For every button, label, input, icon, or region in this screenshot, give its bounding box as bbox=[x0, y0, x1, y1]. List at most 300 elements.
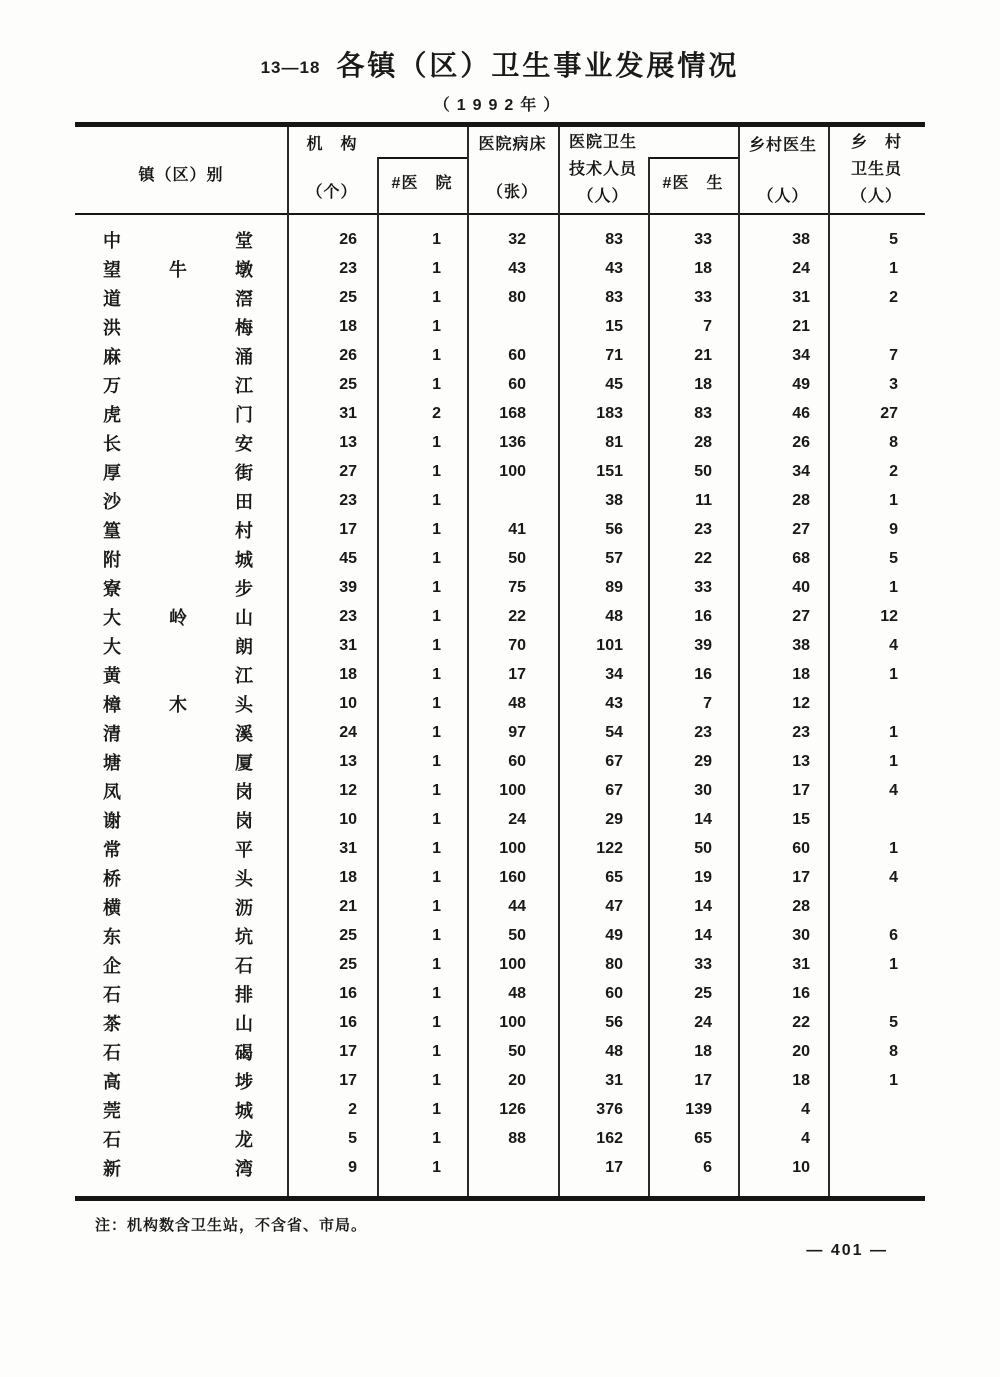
subbox-doctor-top-border bbox=[648, 157, 740, 159]
cell-value: 1 bbox=[432, 259, 441, 277]
cell-value: 80 bbox=[508, 288, 526, 306]
cell-value: 39 bbox=[339, 578, 357, 596]
cell-value: 60 bbox=[792, 839, 810, 857]
cell-value: 12 bbox=[792, 694, 810, 712]
cell-value: 34 bbox=[792, 462, 810, 480]
table-row bbox=[75, 341, 925, 370]
table-row bbox=[75, 1153, 925, 1182]
cell-town-name bbox=[75, 604, 287, 630]
cell-value: 33 bbox=[694, 578, 712, 596]
cell-value: 151 bbox=[596, 462, 623, 480]
cell-value: 21 bbox=[339, 897, 357, 915]
cell-value: 1 bbox=[432, 607, 441, 625]
table-row bbox=[75, 254, 925, 283]
cell-value: 183 bbox=[596, 404, 623, 422]
town-name-text: 桥头 bbox=[103, 868, 253, 889]
town-name-text: 企石 bbox=[103, 955, 253, 976]
cell-value: 33 bbox=[694, 955, 712, 973]
cell-town-name bbox=[75, 981, 287, 1007]
cell-value: 4 bbox=[889, 781, 898, 799]
cell-value: 16 bbox=[339, 984, 357, 1002]
cell-town-name bbox=[75, 836, 287, 862]
town-name-text: 谢岗 bbox=[103, 810, 253, 831]
cell-value: 29 bbox=[694, 752, 712, 770]
town-name-text: 横沥 bbox=[103, 897, 253, 918]
cell-value: 50 bbox=[508, 549, 526, 567]
cell-value: 8 bbox=[889, 433, 898, 451]
cell-value: 31 bbox=[792, 288, 810, 306]
cell-value: 100 bbox=[499, 839, 526, 857]
cell-value: 21 bbox=[694, 346, 712, 364]
cell-value: 16 bbox=[792, 984, 810, 1002]
cell-value: 18 bbox=[339, 665, 357, 683]
cell-value: 1 bbox=[432, 810, 441, 828]
cell-value: 14 bbox=[694, 926, 712, 944]
table-row bbox=[75, 892, 925, 921]
table-row bbox=[75, 1008, 925, 1037]
table-row bbox=[75, 486, 925, 515]
town-name-text: 新湾 bbox=[103, 1158, 253, 1179]
cell-value: 34 bbox=[792, 346, 810, 364]
cell-value: 50 bbox=[508, 926, 526, 944]
table-row bbox=[75, 863, 925, 892]
cell-value: 70 bbox=[508, 636, 526, 654]
cell-value: 50 bbox=[694, 839, 712, 857]
cell-town-name bbox=[75, 1010, 287, 1036]
cell-town-name bbox=[75, 285, 287, 311]
cell-value: 18 bbox=[694, 1042, 712, 1060]
town-name-text: 常平 bbox=[103, 839, 253, 860]
cell-value: 28 bbox=[694, 433, 712, 451]
rule-bottom bbox=[75, 1196, 925, 1201]
table-row bbox=[75, 805, 925, 834]
cell-value: 1 bbox=[889, 1071, 898, 1089]
cell-value: 31 bbox=[339, 839, 357, 857]
cell-value: 160 bbox=[499, 868, 526, 886]
header-staff-line2: 技术人员 bbox=[568, 161, 637, 178]
cell-value: 1 bbox=[432, 781, 441, 799]
cell-value: 17 bbox=[339, 520, 357, 538]
cell-value: 1 bbox=[889, 723, 898, 741]
cell-value: 122 bbox=[596, 839, 623, 857]
town-name-text: 篁村 bbox=[103, 520, 253, 541]
cell-value: 162 bbox=[596, 1129, 623, 1147]
cell-value: 1 bbox=[432, 868, 441, 886]
table-row bbox=[75, 370, 925, 399]
cell-value: 22 bbox=[508, 607, 526, 625]
cell-value: 23 bbox=[694, 723, 712, 741]
cell-value: 75 bbox=[508, 578, 526, 596]
cell-value: 54 bbox=[605, 723, 623, 741]
town-name-text: 樟木头 bbox=[103, 694, 253, 715]
cell-value: 7 bbox=[703, 317, 712, 335]
cell-value: 1 bbox=[432, 694, 441, 712]
cell-town-name bbox=[75, 488, 287, 514]
cell-value: 9 bbox=[889, 520, 898, 538]
cell-value: 68 bbox=[792, 549, 810, 567]
town-name-text: 莞城 bbox=[103, 1100, 253, 1121]
cell-town-name bbox=[75, 1126, 287, 1152]
footnote: 注：机构数含卫生站，不含省、市局。 bbox=[95, 1217, 368, 1234]
page-number: — 401 — bbox=[806, 1242, 888, 1259]
cell-value: 6 bbox=[703, 1158, 712, 1176]
subtitle-year: （1992年） bbox=[433, 97, 567, 114]
cell-value: 38 bbox=[792, 230, 810, 248]
cell-value: 1 bbox=[432, 1158, 441, 1176]
cell-value: 8 bbox=[889, 1042, 898, 1060]
cell-value: 16 bbox=[694, 665, 712, 683]
cell-value: 20 bbox=[508, 1071, 526, 1089]
cell-value: 45 bbox=[339, 549, 357, 567]
cell-value: 60 bbox=[508, 375, 526, 393]
cell-value: 136 bbox=[499, 433, 526, 451]
table-row bbox=[75, 515, 925, 544]
cell-value: 1 bbox=[432, 1129, 441, 1147]
table-row bbox=[75, 428, 925, 457]
town-name-text: 寮步 bbox=[103, 578, 253, 599]
cell-value: 50 bbox=[694, 462, 712, 480]
cell-value: 139 bbox=[685, 1100, 712, 1118]
cell-value: 83 bbox=[605, 230, 623, 248]
cell-value: 9 bbox=[348, 1158, 357, 1176]
town-name-text: 附城 bbox=[103, 549, 253, 570]
cell-value: 19 bbox=[694, 868, 712, 886]
table-row bbox=[75, 1095, 925, 1124]
cell-value: 60 bbox=[605, 984, 623, 1002]
cell-value: 41 bbox=[508, 520, 526, 538]
town-name-text: 虎门 bbox=[103, 404, 253, 425]
table-row bbox=[75, 602, 925, 631]
cell-value: 1 bbox=[432, 317, 441, 335]
cell-value: 1 bbox=[432, 723, 441, 741]
cell-value: 6 bbox=[889, 926, 898, 944]
cell-value: 1 bbox=[432, 1071, 441, 1089]
cell-value: 48 bbox=[508, 984, 526, 1002]
cell-value: 48 bbox=[605, 607, 623, 625]
cell-value: 2 bbox=[889, 462, 898, 480]
cell-value: 26 bbox=[339, 230, 357, 248]
cell-value: 1 bbox=[432, 288, 441, 306]
cell-value: 31 bbox=[605, 1071, 623, 1089]
cell-value: 31 bbox=[339, 636, 357, 654]
cell-value: 5 bbox=[889, 1013, 898, 1031]
table-row bbox=[75, 979, 925, 1008]
cell-town-name bbox=[75, 865, 287, 891]
cell-value: 60 bbox=[508, 346, 526, 364]
cell-value: 23 bbox=[694, 520, 712, 538]
header-orgs-line2: （个） bbox=[306, 184, 358, 201]
cell-value: 18 bbox=[694, 375, 712, 393]
cell-value: 1 bbox=[432, 462, 441, 480]
cell-value: 1 bbox=[432, 549, 441, 567]
cell-value: 33 bbox=[694, 288, 712, 306]
cell-value: 17 bbox=[694, 1071, 712, 1089]
header-doctors: #医 生 bbox=[662, 175, 724, 192]
cell-value: 43 bbox=[605, 694, 623, 712]
cell-value: 17 bbox=[792, 781, 810, 799]
town-name-text: 麻涌 bbox=[103, 346, 253, 367]
cell-value: 89 bbox=[605, 578, 623, 596]
cell-value: 26 bbox=[339, 346, 357, 364]
table-row bbox=[75, 1124, 925, 1153]
cell-value: 18 bbox=[694, 259, 712, 277]
cell-town-name bbox=[75, 430, 287, 456]
cell-value: 23 bbox=[339, 607, 357, 625]
cell-value: 100 bbox=[499, 781, 526, 799]
cell-value: 14 bbox=[694, 810, 712, 828]
cell-town-name bbox=[75, 227, 287, 253]
cell-value: 13 bbox=[339, 752, 357, 770]
cell-value: 13 bbox=[792, 752, 810, 770]
town-name-text: 清溪 bbox=[103, 723, 253, 744]
town-name-text: 中堂 bbox=[103, 230, 253, 251]
cell-value: 12 bbox=[339, 781, 357, 799]
cell-value: 16 bbox=[339, 1013, 357, 1031]
cell-value: 23 bbox=[339, 491, 357, 509]
cell-value: 1 bbox=[432, 926, 441, 944]
cell-value: 25 bbox=[339, 375, 357, 393]
cell-town-name bbox=[75, 691, 287, 717]
cell-town-name bbox=[75, 807, 287, 833]
cell-town-name bbox=[75, 343, 287, 369]
cell-town-name bbox=[75, 575, 287, 601]
table-row bbox=[75, 399, 925, 428]
cell-value: 25 bbox=[339, 955, 357, 973]
cell-value: 18 bbox=[792, 665, 810, 683]
table-row bbox=[75, 457, 925, 486]
cell-value: 1 bbox=[432, 375, 441, 393]
table-row bbox=[75, 747, 925, 776]
table-row bbox=[75, 544, 925, 573]
cell-value: 1 bbox=[432, 578, 441, 596]
cell-value: 60 bbox=[508, 752, 526, 770]
cell-value: 1 bbox=[432, 839, 441, 857]
cell-value: 1 bbox=[432, 752, 441, 770]
cell-value: 5 bbox=[348, 1129, 357, 1147]
cell-value: 18 bbox=[339, 868, 357, 886]
cell-value: 101 bbox=[596, 636, 623, 654]
town-name-text: 万江 bbox=[103, 375, 253, 396]
town-name-text: 黄江 bbox=[103, 665, 253, 686]
cell-value: 28 bbox=[792, 491, 810, 509]
cell-value: 24 bbox=[792, 259, 810, 277]
cell-value: 1 bbox=[432, 984, 441, 1002]
cell-value: 3 bbox=[889, 375, 898, 393]
town-name-text: 大朗 bbox=[103, 636, 253, 657]
header-orgs-line1: 机 构 bbox=[306, 136, 358, 153]
stats-table bbox=[75, 122, 925, 1201]
town-name-text: 道滘 bbox=[103, 288, 253, 309]
cell-value: 17 bbox=[508, 665, 526, 683]
cell-value: 5 bbox=[889, 549, 898, 567]
cell-value: 44 bbox=[508, 897, 526, 915]
cell-town-name bbox=[75, 1039, 287, 1065]
cell-value: 4 bbox=[801, 1129, 810, 1147]
cell-value: 2 bbox=[348, 1100, 357, 1118]
cell-value: 43 bbox=[508, 259, 526, 277]
cell-value: 1 bbox=[432, 1013, 441, 1031]
cell-value: 71 bbox=[605, 346, 623, 364]
cell-value: 13 bbox=[339, 433, 357, 451]
town-name-text: 东坑 bbox=[103, 926, 253, 947]
cell-value: 1 bbox=[889, 578, 898, 596]
table-row bbox=[75, 660, 925, 689]
header-hospitals: #医 院 bbox=[391, 175, 453, 192]
cell-value: 126 bbox=[499, 1100, 526, 1118]
page-title bbox=[0, 44, 1000, 84]
cell-value: 2 bbox=[432, 404, 441, 422]
cell-value: 46 bbox=[792, 404, 810, 422]
cell-value: 50 bbox=[508, 1042, 526, 1060]
town-name-text: 厚街 bbox=[103, 462, 253, 483]
header-name-col: 镇（区）别 bbox=[138, 167, 224, 184]
cell-value: 17 bbox=[339, 1071, 357, 1089]
town-name-text: 大岭山 bbox=[103, 607, 253, 628]
table-body bbox=[75, 225, 925, 1182]
cell-value: 1 bbox=[432, 636, 441, 654]
cell-value: 17 bbox=[339, 1042, 357, 1060]
cell-value: 21 bbox=[792, 317, 810, 335]
cell-value: 30 bbox=[792, 926, 810, 944]
town-name-text: 塘厦 bbox=[103, 752, 253, 773]
cell-value: 49 bbox=[792, 375, 810, 393]
town-name-text: 凤岗 bbox=[103, 781, 253, 802]
table-row bbox=[75, 1037, 925, 1066]
table-row bbox=[75, 631, 925, 660]
town-name-text: 石碣 bbox=[103, 1042, 253, 1063]
subbox-hospital-top-border bbox=[377, 157, 469, 159]
cell-value: 23 bbox=[339, 259, 357, 277]
table-row bbox=[75, 776, 925, 805]
cell-value: 1 bbox=[432, 433, 441, 451]
town-name-text: 高埗 bbox=[103, 1071, 253, 1092]
rule-header-bottom bbox=[75, 213, 925, 215]
cell-value: 15 bbox=[792, 810, 810, 828]
cell-value: 48 bbox=[508, 694, 526, 712]
cell-value: 45 bbox=[605, 375, 623, 393]
cell-value: 81 bbox=[605, 433, 623, 451]
cell-value: 1 bbox=[432, 1042, 441, 1060]
cell-value: 32 bbox=[508, 230, 526, 248]
cell-value: 10 bbox=[339, 810, 357, 828]
cell-value: 1 bbox=[432, 520, 441, 538]
cell-value: 18 bbox=[792, 1071, 810, 1089]
town-name-text: 望牛墩 bbox=[103, 259, 253, 280]
cell-value: 2 bbox=[889, 288, 898, 306]
header-staff-line3: （人） bbox=[577, 188, 629, 205]
cell-town-name bbox=[75, 633, 287, 659]
cell-value: 22 bbox=[792, 1013, 810, 1031]
cell-value: 1 bbox=[889, 839, 898, 857]
town-name-text: 长安 bbox=[103, 433, 253, 454]
cell-town-name bbox=[75, 778, 287, 804]
cell-value: 15 bbox=[605, 317, 623, 335]
table-row bbox=[75, 834, 925, 863]
cell-value: 1 bbox=[432, 665, 441, 683]
cell-value: 31 bbox=[792, 955, 810, 973]
cell-value: 48 bbox=[605, 1042, 623, 1060]
cell-value: 38 bbox=[605, 491, 623, 509]
header-village-doctors-line2: （人） bbox=[757, 188, 809, 205]
cell-value: 27 bbox=[792, 520, 810, 538]
cell-town-name bbox=[75, 662, 287, 688]
cell-value: 10 bbox=[339, 694, 357, 712]
cell-town-name bbox=[75, 923, 287, 949]
cell-value: 27 bbox=[880, 404, 898, 422]
cell-value: 29 bbox=[605, 810, 623, 828]
header-village-aides-line2: 卫生员 bbox=[850, 161, 902, 178]
header-beds-line1: 医院病床 bbox=[478, 136, 547, 153]
cell-value: 17 bbox=[792, 868, 810, 886]
cell-value: 30 bbox=[694, 781, 712, 799]
table-row bbox=[75, 312, 925, 341]
cell-value: 83 bbox=[694, 404, 712, 422]
cell-value: 1 bbox=[432, 897, 441, 915]
cell-town-name bbox=[75, 256, 287, 282]
cell-value: 65 bbox=[694, 1129, 712, 1147]
cell-value: 26 bbox=[792, 433, 810, 451]
cell-value: 56 bbox=[605, 520, 623, 538]
table-row bbox=[75, 573, 925, 602]
table-row bbox=[75, 1066, 925, 1095]
cell-value: 100 bbox=[499, 955, 526, 973]
cell-town-name bbox=[75, 401, 287, 427]
cell-value: 33 bbox=[694, 230, 712, 248]
town-name-text: 石龙 bbox=[103, 1129, 253, 1150]
cell-town-name bbox=[75, 314, 287, 340]
cell-value: 43 bbox=[605, 259, 623, 277]
cell-value: 4 bbox=[889, 868, 898, 886]
cell-value: 17 bbox=[605, 1158, 623, 1176]
cell-value: 1 bbox=[432, 491, 441, 509]
cell-value: 7 bbox=[889, 346, 898, 364]
cell-value: 1 bbox=[889, 665, 898, 683]
cell-value: 100 bbox=[499, 462, 526, 480]
cell-value: 20 bbox=[792, 1042, 810, 1060]
title-text: 各镇（区）卫生事业发展情况 bbox=[336, 50, 740, 81]
table-number: 13—18 bbox=[260, 58, 321, 77]
cell-value: 27 bbox=[792, 607, 810, 625]
rule-top bbox=[75, 122, 925, 127]
header-village-aides-line3: （人） bbox=[850, 188, 902, 205]
cell-value: 24 bbox=[694, 1013, 712, 1031]
cell-town-name bbox=[75, 894, 287, 920]
table-row bbox=[75, 689, 925, 718]
cell-town-name bbox=[75, 1068, 287, 1094]
table-row bbox=[75, 950, 925, 979]
cell-value: 100 bbox=[499, 1013, 526, 1031]
town-name-text: 石排 bbox=[103, 984, 253, 1005]
cell-value: 67 bbox=[605, 781, 623, 799]
cell-town-name bbox=[75, 749, 287, 775]
cell-value: 376 bbox=[596, 1100, 623, 1118]
cell-value: 4 bbox=[889, 636, 898, 654]
cell-value: 11 bbox=[695, 491, 712, 509]
cell-value: 1 bbox=[432, 346, 441, 364]
cell-value: 34 bbox=[605, 665, 623, 683]
cell-value: 56 bbox=[605, 1013, 623, 1031]
cell-value: 27 bbox=[339, 462, 357, 480]
town-name-text: 沙田 bbox=[103, 491, 253, 512]
cell-value: 1 bbox=[889, 259, 898, 277]
cell-value: 67 bbox=[605, 752, 623, 770]
cell-town-name bbox=[75, 459, 287, 485]
cell-value: 22 bbox=[694, 549, 712, 567]
cell-town-name bbox=[75, 372, 287, 398]
header-staff-line1: 医院卫生 bbox=[568, 134, 637, 151]
cell-value: 28 bbox=[792, 897, 810, 915]
cell-value: 168 bbox=[499, 404, 526, 422]
